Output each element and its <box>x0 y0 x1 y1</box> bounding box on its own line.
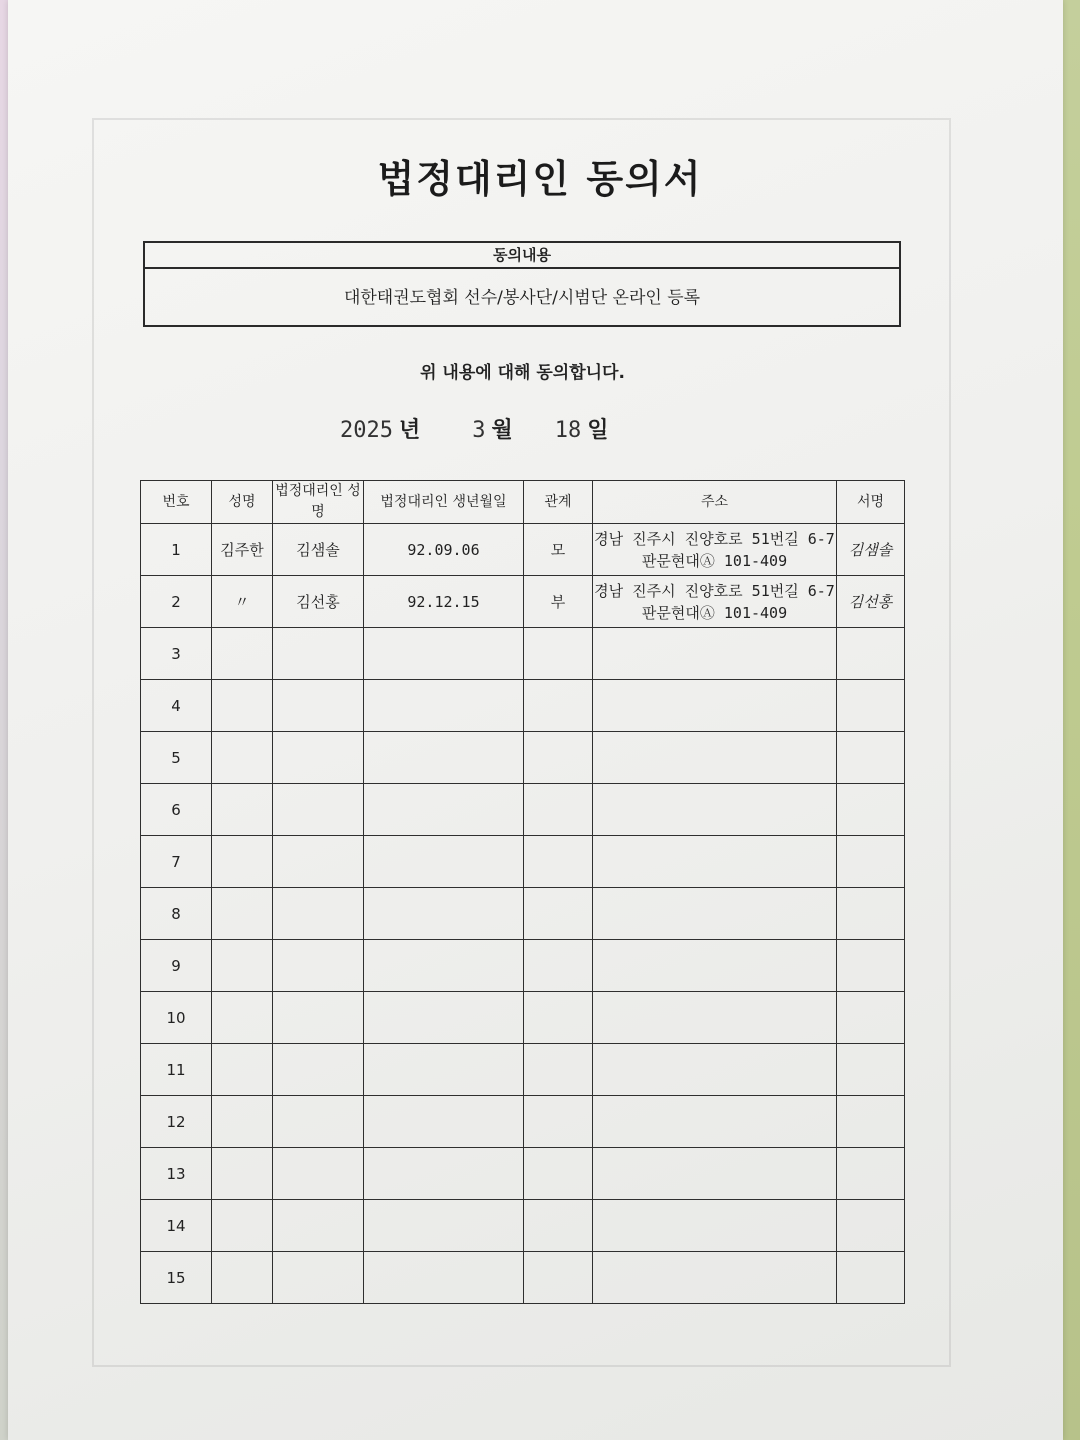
row-name: 〃 <box>212 576 273 628</box>
row-number: 7 <box>141 836 212 888</box>
header-guardian-dob: 법정대리인 생년월일 <box>364 481 524 524</box>
row-number: 4 <box>141 680 212 732</box>
row-address-line2: 판문현대Ⓐ 101-409 <box>641 603 788 622</box>
header-signature: 서명 <box>837 481 905 524</box>
table-row <box>141 940 905 992</box>
row-address <box>593 524 837 576</box>
consent-box <box>143 241 901 327</box>
row-number: 8 <box>141 888 212 940</box>
consent-body: 대한태권도협회 선수/봉사단/시범단 온라인 등록 <box>343 288 701 308</box>
agree-statement: 위 내용에 대해 동의합니다. <box>420 363 625 383</box>
table-row <box>141 784 905 836</box>
table-header-row <box>141 481 905 524</box>
header-number: 번호 <box>141 481 212 524</box>
date-day: 18 <box>554 418 582 443</box>
row-guardian-name: 김샘솔 <box>273 524 364 576</box>
row-number: 1 <box>141 524 212 576</box>
table-row <box>141 888 905 940</box>
row-number: 5 <box>141 732 212 784</box>
row-relation: 부 <box>524 576 593 628</box>
table-body <box>141 524 905 1304</box>
row-number: 6 <box>141 784 212 836</box>
row-name: 김주한 <box>212 524 273 576</box>
row-number: 2 <box>141 576 212 628</box>
row-address-line1: 경남 진주시 진양호로 51번길 6-7 <box>594 581 835 600</box>
row-guardian-name: 김선홍 <box>273 576 364 628</box>
row-guardian-dob: 92.12.15 <box>364 576 524 628</box>
date-year: 2025 <box>340 418 393 443</box>
table-row <box>141 680 905 732</box>
consent-header: 동의내용 <box>145 243 899 269</box>
table-row <box>141 992 905 1044</box>
row-signature: 김선홍 <box>837 576 905 628</box>
table-row <box>141 1148 905 1200</box>
table-row <box>141 1200 905 1252</box>
row-address <box>593 576 837 628</box>
table-row <box>141 1044 905 1096</box>
row-number: 11 <box>141 1044 212 1096</box>
row-number: 15 <box>141 1252 212 1304</box>
header-relation: 관계 <box>524 481 593 524</box>
table-row <box>141 1096 905 1148</box>
row-number: 12 <box>141 1096 212 1148</box>
row-signature: 김샘솔 <box>837 524 905 576</box>
header-address: 주소 <box>593 481 837 524</box>
date-month-label: 월 <box>491 418 513 443</box>
date-year-label: 년 <box>398 418 421 443</box>
row-number: 3 <box>141 628 212 680</box>
header-guardian-name: 법정대리인 성명 <box>273 481 364 524</box>
date-day-label: 일 <box>587 418 609 443</box>
table-row <box>141 1252 905 1304</box>
date-line <box>340 413 661 444</box>
row-number: 9 <box>141 940 212 992</box>
table-row <box>141 628 905 680</box>
table-row <box>141 836 905 888</box>
header-name: 성명 <box>212 481 273 524</box>
row-number: 13 <box>141 1148 212 1200</box>
row-address-line1: 경남 진주시 진양호로 51번길 6-7 <box>594 529 835 548</box>
table-row <box>141 576 905 628</box>
row-address-line2: 판문현대Ⓐ 101-409 <box>641 551 788 570</box>
row-guardian-dob: 92.09.06 <box>364 524 524 576</box>
document-title: 법정대리인 동의서 <box>377 156 703 201</box>
table-row <box>141 732 905 784</box>
row-relation: 모 <box>524 524 593 576</box>
row-number: 10 <box>141 992 212 1044</box>
guardian-table <box>140 480 905 1304</box>
date-month: 3 <box>472 418 486 443</box>
table-row <box>141 524 905 576</box>
row-number: 14 <box>141 1200 212 1252</box>
